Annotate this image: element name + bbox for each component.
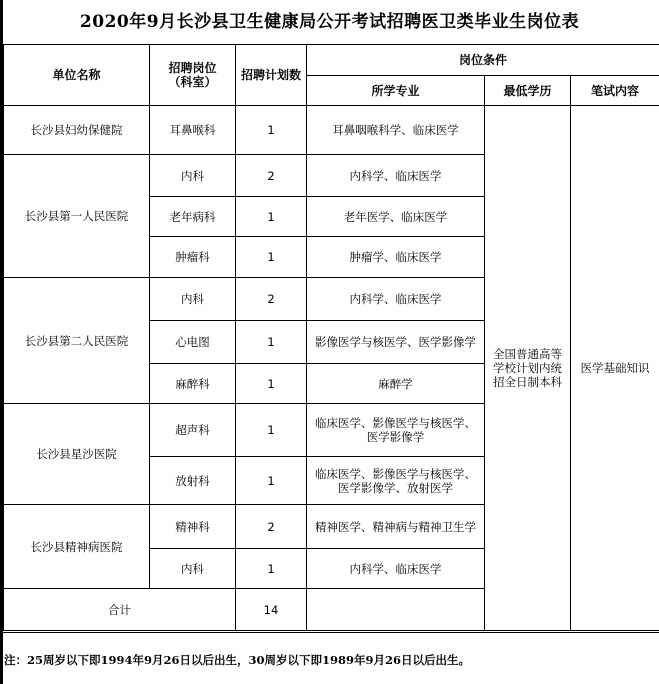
dept-cell: 心电图 — [150, 321, 236, 364]
header-education: 最低学历 — [485, 76, 571, 106]
header-major: 所学专业 — [307, 76, 485, 106]
dept-cell: 放射科 — [150, 457, 236, 505]
major-cell: 耳鼻咽喉科学、临床医学 — [307, 106, 485, 155]
count-cell: 1 — [236, 197, 307, 237]
positions-table — [3, 44, 659, 631]
major-cell: 精神医学、精神病与精神卫生学 — [307, 505, 485, 549]
dept-cell: 内科 — [150, 549, 236, 589]
major-cell: 影像医学与核医学、医学影像学 — [307, 321, 485, 364]
major-cell: 肿瘤学、临床医学 — [307, 237, 485, 278]
page-title: 2020年9月长沙县卫生健康局公开考试招聘医卫类毕业生岗位表 — [79, 12, 580, 32]
major-line: 医学影像学、放射医学 — [338, 480, 453, 495]
count-cell: 1 — [236, 321, 307, 364]
major-cell: 内科学、临床医学 — [307, 278, 485, 321]
count-cell: 1 — [236, 237, 307, 278]
count-cell: 1 — [236, 457, 307, 505]
header-unit: 单位名称 — [4, 45, 150, 106]
dept-cell: 精神科 — [150, 505, 236, 549]
dept-cell: 肿瘤科 — [150, 237, 236, 278]
exam-cell: 医学基础知识 — [571, 106, 659, 631]
count-cell: 2 — [236, 155, 307, 197]
header-dept-line2: （科室） — [168, 75, 217, 89]
dept-cell: 超声科 — [150, 404, 236, 457]
dept-cell: 麻醉科 — [150, 364, 236, 404]
major-cell: 内科学、临床医学 — [307, 155, 485, 197]
total-count: 14 — [236, 589, 307, 631]
header-dept-line1: 招聘岗位 — [168, 61, 217, 75]
major-cell: 内科学、临床医学 — [307, 549, 485, 589]
count-cell: 1 — [236, 364, 307, 404]
header-conditions: 岗位条件 — [307, 45, 659, 76]
education-line: 学校计划内统 — [493, 361, 562, 375]
education-line: 招全日制本科 — [493, 375, 562, 389]
total-row — [4, 589, 659, 631]
note-divider — [3, 632, 659, 633]
education-cell — [485, 106, 571, 631]
table-row — [4, 106, 659, 155]
unit-name: 长沙县星沙医院 — [4, 404, 150, 505]
major-line: 医学影像学 — [366, 430, 425, 444]
major-cell — [307, 404, 485, 457]
count-cell: 2 — [236, 278, 307, 321]
count-cell: 1 — [236, 549, 307, 589]
count-cell: 1 — [236, 404, 307, 457]
total-label: 合计 — [4, 589, 236, 631]
major-line: 临床医学、影像医学与核医学、 — [315, 466, 476, 481]
major-cell: 老年医学、临床医学 — [307, 197, 485, 237]
dept-cell: 内科 — [150, 278, 236, 321]
header-exam: 笔试内容 — [571, 76, 659, 106]
dept-cell: 老年病科 — [150, 197, 236, 237]
major-cell — [307, 457, 485, 505]
unit-name: 长沙县精神病医院 — [4, 505, 150, 589]
header-dept — [150, 45, 236, 106]
unit-name: 长沙县妇幼保健院 — [4, 106, 150, 155]
header-plan: 招聘计划数 — [236, 45, 307, 106]
dept-cell: 耳鼻喉科 — [150, 106, 236, 155]
count-cell: 2 — [236, 505, 307, 549]
count-cell: 1 — [236, 106, 307, 155]
total-empty-cell — [307, 589, 659, 631]
major-cell: 麻醉学 — [307, 364, 485, 404]
major-line: 临床医学、影像医学与核医学、 — [315, 416, 476, 430]
footnote: 注：25周岁以下即1994年9月26日以后出生，30周岁以下即1989年9月26日以后出生。 — [4, 653, 471, 667]
unit-name: 长沙县第二人民医院 — [4, 278, 150, 404]
dept-cell: 内科 — [150, 155, 236, 197]
education-line: 全国普通高等 — [493, 347, 562, 361]
unit-name: 长沙县第一人民医院 — [4, 155, 150, 278]
